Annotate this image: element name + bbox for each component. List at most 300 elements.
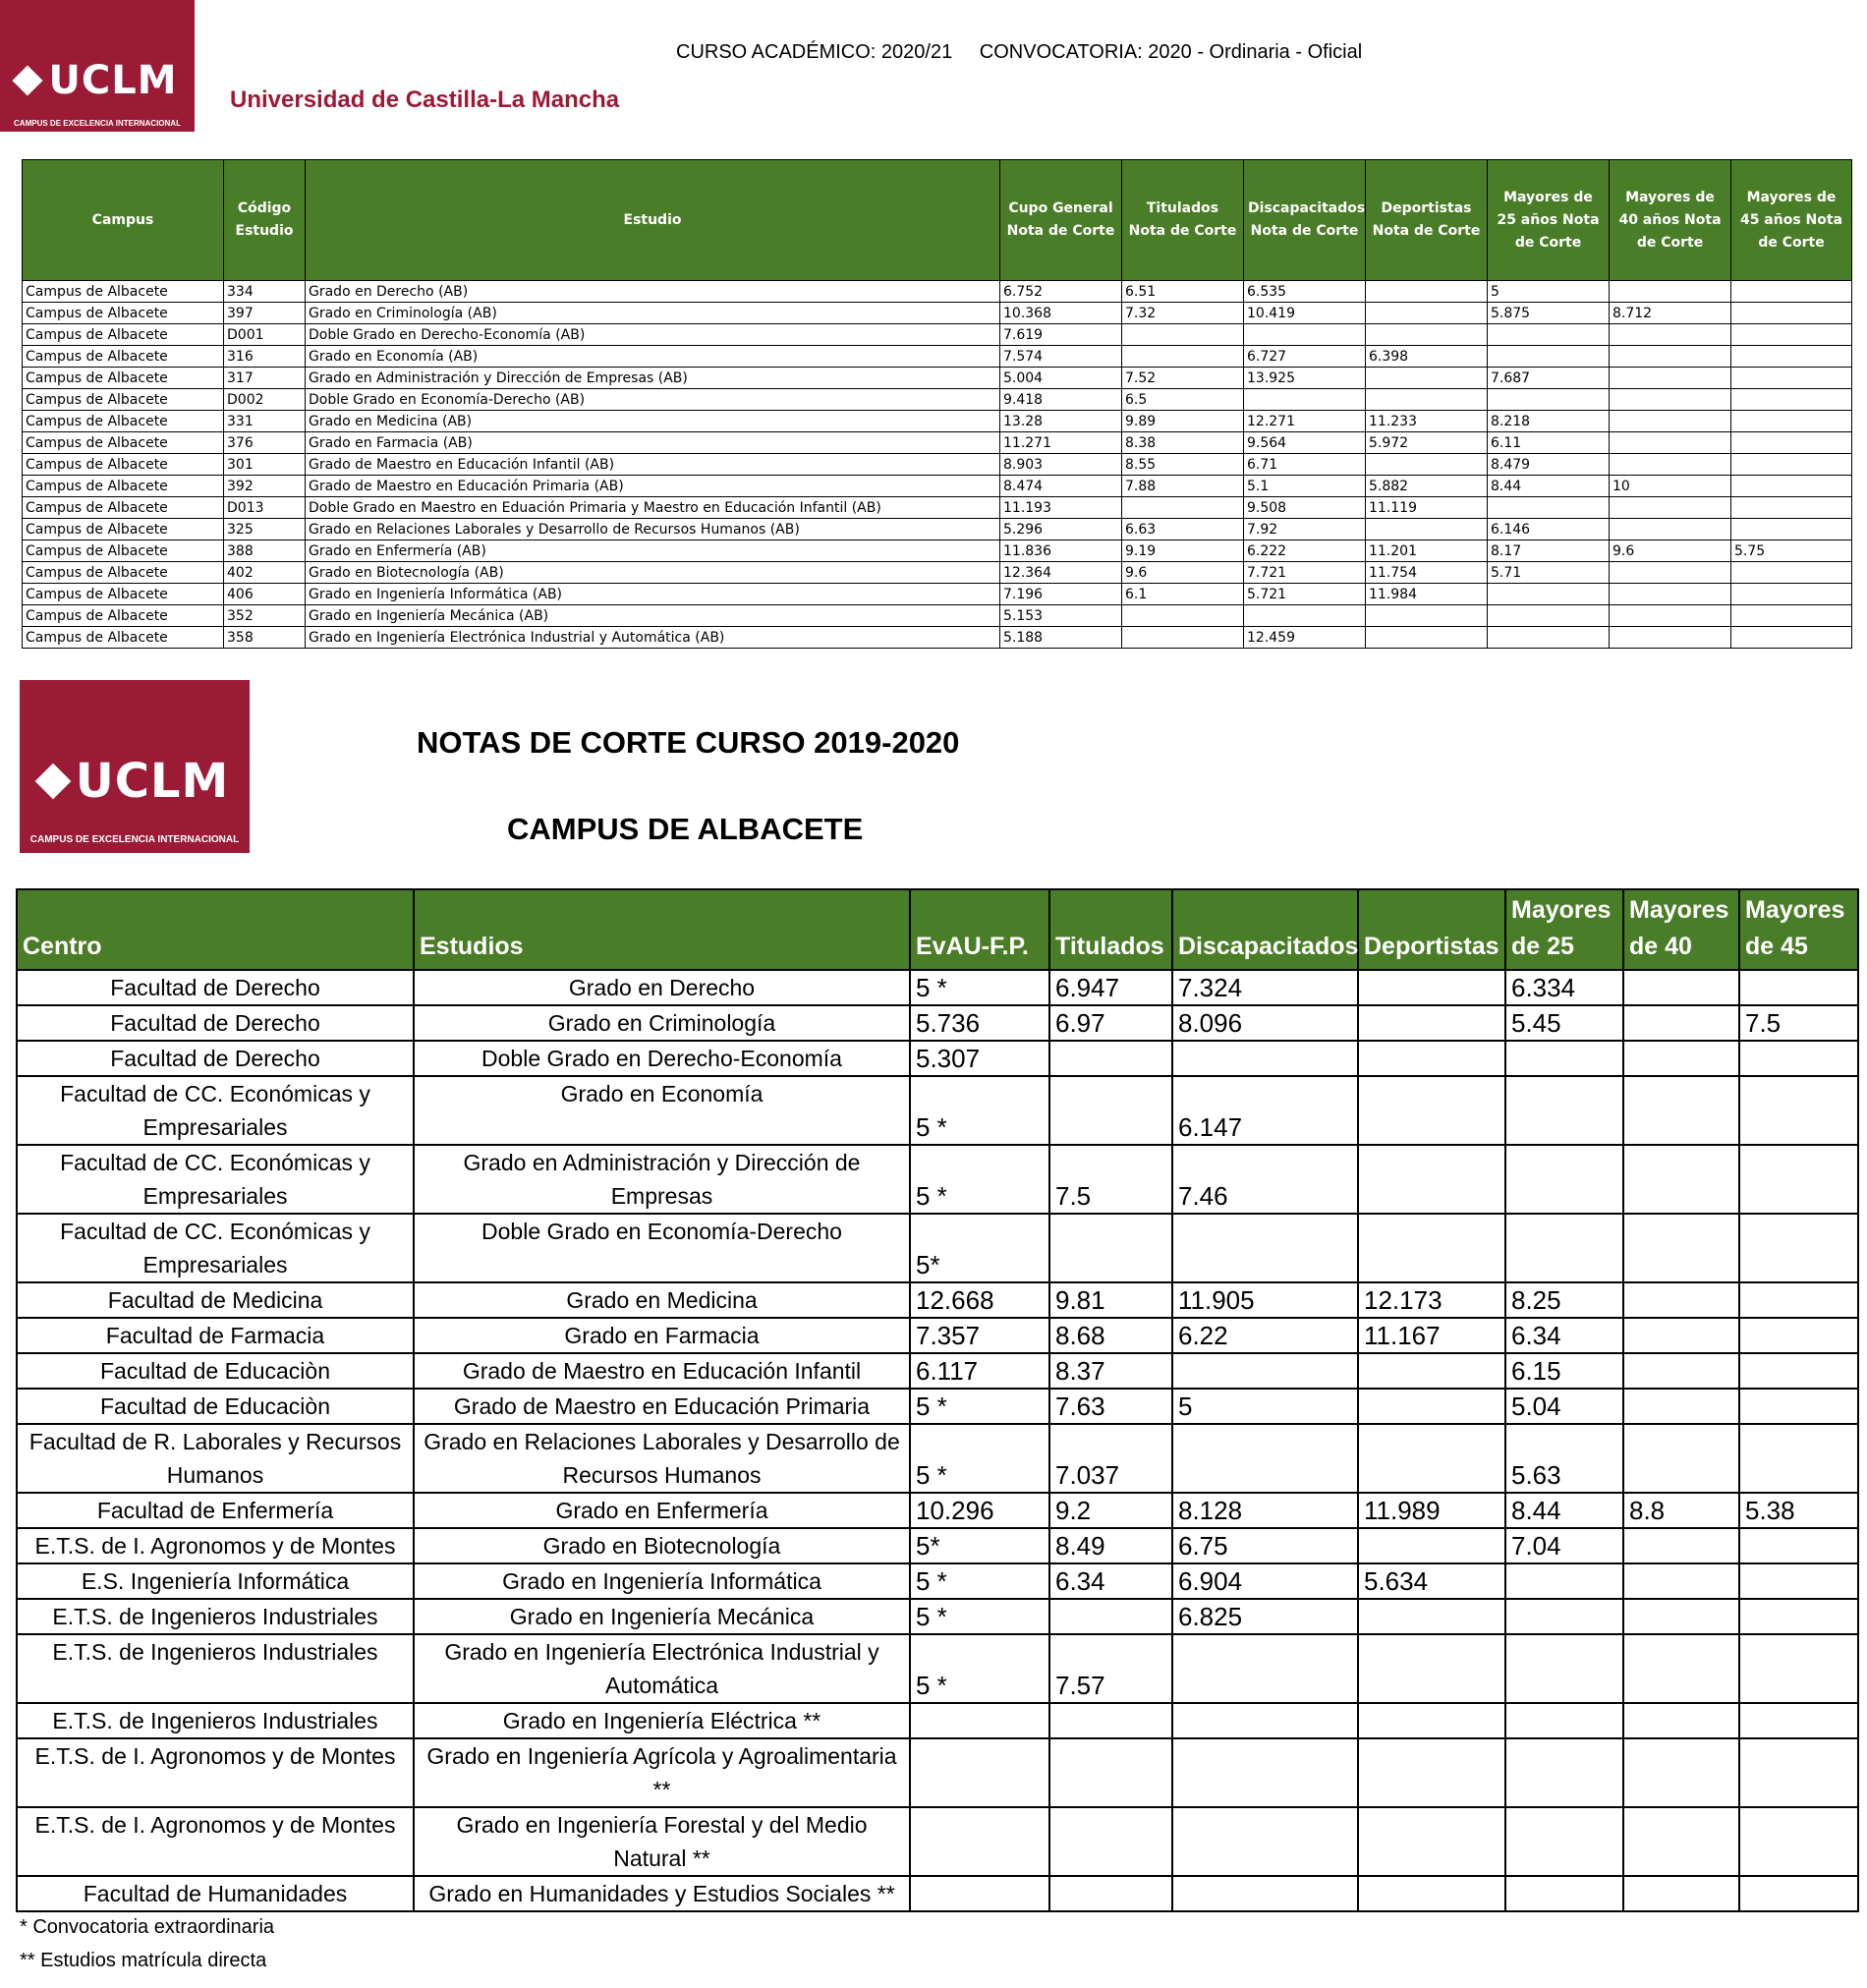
score-cell	[1172, 1876, 1358, 1911]
score-cell	[1049, 1876, 1172, 1911]
score-cell	[1172, 1738, 1358, 1807]
university-name: Universidad de Castilla-La Mancha	[230, 86, 620, 113]
table-row	[23, 281, 1852, 303]
score-cell	[1739, 1076, 1858, 1145]
table-header-row	[23, 160, 1852, 281]
score-cell	[1623, 1876, 1739, 1911]
score-cell	[1623, 1041, 1739, 1076]
score-cell: 5.04	[1505, 1389, 1623, 1424]
table-cell	[1731, 346, 1852, 368]
score-cell	[1358, 1424, 1505, 1493]
table-cell	[1366, 454, 1488, 476]
score-cell	[1739, 1703, 1858, 1738]
table-cell: 5.882	[1366, 476, 1488, 497]
table-cell: 9.508	[1244, 497, 1366, 519]
table-cell	[1122, 627, 1244, 649]
table-cell: 12.271	[1244, 411, 1366, 432]
score-cell: 12.173	[1358, 1282, 1505, 1318]
table-cell	[1488, 324, 1610, 346]
section-title: NOTAS DE CORTE CURSO 2019-2020	[417, 725, 960, 760]
score-cell: 8.096	[1172, 1005, 1358, 1041]
score-cell	[1358, 1353, 1505, 1389]
table-cell	[1731, 584, 1852, 605]
table-cell: 352	[224, 605, 306, 627]
table-row	[23, 346, 1852, 368]
score-cell: 6.97	[1049, 1005, 1172, 1041]
column-header: Mayores de 25 años Nota de Corte	[1488, 160, 1610, 281]
table-cell	[1610, 432, 1731, 454]
table-row	[23, 389, 1852, 411]
table-cell: Campus de Albacete	[23, 562, 224, 584]
table-cell: 358	[224, 627, 306, 649]
table-cell: Grado en Derecho (AB)	[306, 281, 1000, 303]
table-cell: 11.754	[1366, 562, 1488, 584]
column-header: Mayores de 45 años Nota de Corte	[1731, 160, 1852, 281]
estudio-cell: Grado en Ingeniería Mecánica	[414, 1599, 910, 1634]
estudio-cell: Grado en Ingeniería Forestal y del Medio Natural **	[414, 1807, 910, 1876]
score-cell	[1623, 1076, 1739, 1145]
table-cell: Grado en Medicina (AB)	[306, 411, 1000, 432]
score-cell: 5 *	[910, 1076, 1049, 1145]
table-cell: Doble Grado en Derecho-Economía (AB)	[306, 324, 1000, 346]
column-header: Discapacitados	[1172, 889, 1358, 970]
centro-cell: Facultad de Medicina	[17, 1282, 414, 1318]
score-cell	[910, 1738, 1049, 1807]
table-cell: Grado en Farmacia (AB)	[306, 432, 1000, 454]
score-cell: 6.15	[1505, 1353, 1623, 1389]
table-cell: 5.75	[1731, 540, 1852, 562]
table-cell	[1488, 497, 1610, 519]
centro-cell: Facultad de CC. Económicas y Empresariales	[17, 1076, 414, 1145]
table-row	[17, 1876, 1858, 1911]
table-cell: 397	[224, 303, 306, 324]
table-cell: 6.222	[1244, 540, 1366, 562]
table-cell: 376	[224, 432, 306, 454]
score-cell: 5 *	[910, 1634, 1049, 1703]
table-cell: D002	[224, 389, 306, 411]
table-cell: 10.368	[1000, 303, 1122, 324]
table-row	[17, 1282, 1858, 1318]
table-cell: 8.44	[1488, 476, 1610, 497]
table-cell: 6.11	[1488, 432, 1610, 454]
score-cell	[910, 1807, 1049, 1876]
table-row	[23, 605, 1852, 627]
score-cell: 6.147	[1172, 1076, 1358, 1145]
table-cell	[1488, 584, 1610, 605]
table-cell: 331	[224, 411, 306, 432]
table-cell: 10.419	[1244, 303, 1366, 324]
score-cell: 8.128	[1172, 1493, 1358, 1528]
column-header: Deportistas Nota de Corte	[1366, 160, 1488, 281]
table-cell: Campus de Albacete	[23, 627, 224, 649]
centro-cell: Facultad de Enfermería	[17, 1493, 414, 1528]
table-cell: 11.836	[1000, 540, 1122, 562]
cutoff-table-2019	[16, 888, 1859, 1912]
score-cell: 5 *	[910, 1389, 1049, 1424]
score-cell: 6.75	[1172, 1528, 1358, 1563]
score-cell: 12.668	[910, 1282, 1049, 1318]
score-cell: 8.8	[1623, 1493, 1739, 1528]
table-cell	[1610, 562, 1731, 584]
score-cell	[1623, 970, 1739, 1005]
centro-cell: E.T.S. de I. Agronomos y de Montes	[17, 1738, 414, 1807]
table-cell: 6.1	[1122, 584, 1244, 605]
table-cell: 13.925	[1244, 368, 1366, 389]
estudio-cell: Grado de Maestro en Educación Infantil	[414, 1353, 910, 1389]
table-cell	[1366, 389, 1488, 411]
score-cell	[1739, 1318, 1858, 1353]
table-cell: 11.193	[1000, 497, 1122, 519]
table-cell	[1122, 324, 1244, 346]
table-cell: Campus de Albacete	[23, 432, 224, 454]
table-cell	[1610, 627, 1731, 649]
table-cell	[1610, 605, 1731, 627]
score-cell: 5	[1172, 1389, 1358, 1424]
table-body	[23, 281, 1852, 649]
score-cell	[1739, 970, 1858, 1005]
table-cell: 7.92	[1244, 519, 1366, 540]
score-cell: 9.2	[1049, 1493, 1172, 1528]
score-cell	[1172, 1424, 1358, 1493]
estudio-cell: Grado en Medicina	[414, 1282, 910, 1318]
table-cell: 8.55	[1122, 454, 1244, 476]
score-cell	[1623, 1703, 1739, 1738]
score-cell: 6.825	[1172, 1599, 1358, 1634]
centro-cell: E.T.S. de Ingenieros Industriales	[17, 1599, 414, 1634]
table-cell	[1610, 346, 1731, 368]
estudio-cell: Grado en Biotecnología	[414, 1528, 910, 1563]
table-cell: Doble Grado en Maestro en Eduación Primaria y Maestro en Educación Infantil (AB)	[306, 497, 1000, 519]
table-cell	[1731, 432, 1852, 454]
column-header: Código Estudio	[224, 160, 306, 281]
score-cell	[1172, 1703, 1358, 1738]
convocatoria: CONVOCATORIA: 2020 - Ordinaria - Oficial	[979, 41, 1363, 63]
table-cell: 5.004	[1000, 368, 1122, 389]
table-cell	[1731, 303, 1852, 324]
score-cell	[910, 1876, 1049, 1911]
table-cell: 406	[224, 584, 306, 605]
score-cell: 7.63	[1049, 1389, 1172, 1424]
score-cell: 5.634	[1358, 1563, 1505, 1599]
table-row	[17, 1353, 1858, 1389]
table-cell: 7.687	[1488, 368, 1610, 389]
score-cell: 6.334	[1505, 970, 1623, 1005]
table-row	[23, 584, 1852, 605]
table-cell: 7.574	[1000, 346, 1122, 368]
score-cell: 5 *	[910, 1563, 1049, 1599]
score-cell	[1358, 1876, 1505, 1911]
uclm-logo-2	[20, 680, 250, 853]
score-cell	[1358, 1145, 1505, 1214]
table-cell: Campus de Albacete	[23, 368, 224, 389]
table-cell	[1731, 281, 1852, 303]
score-cell	[1739, 1214, 1858, 1282]
footnote: ** Estudios matrícula directa	[20, 1950, 267, 1971]
score-cell: 7.46	[1172, 1145, 1358, 1214]
column-header: Mayores de 40	[1623, 889, 1739, 970]
table-cell: 8.479	[1488, 454, 1610, 476]
table-cell: 9.6	[1122, 562, 1244, 584]
table-cell: 11.201	[1366, 540, 1488, 562]
centro-cell: E.T.S. de I. Agronomos y de Montes	[17, 1528, 414, 1563]
score-cell	[1623, 1424, 1739, 1493]
table-cell: Doble Grado en Economía-Derecho (AB)	[306, 389, 1000, 411]
table-cell: 7.32	[1122, 303, 1244, 324]
score-cell: 5.45	[1505, 1005, 1623, 1041]
table-row	[17, 1493, 1858, 1528]
score-cell	[1505, 1738, 1623, 1807]
table-cell: 9.6	[1610, 540, 1731, 562]
table-row	[17, 1528, 1858, 1563]
score-cell	[1172, 1807, 1358, 1876]
score-cell: 5.307	[910, 1041, 1049, 1076]
table-cell: Campus de Albacete	[23, 584, 224, 605]
score-cell	[1172, 1634, 1358, 1703]
score-cell	[1623, 1282, 1739, 1318]
centro-cell: Facultad de Humanidades	[17, 1876, 414, 1911]
table-cell: 11.119	[1366, 497, 1488, 519]
table-row	[17, 1214, 1858, 1282]
column-header: Estudios	[414, 889, 910, 970]
table-cell: 7.52	[1122, 368, 1244, 389]
centro-cell: Facultad de Educaciòn	[17, 1389, 414, 1424]
score-cell	[1358, 1214, 1505, 1282]
column-header: Titulados	[1049, 889, 1172, 970]
score-cell	[1505, 1041, 1623, 1076]
score-cell	[1739, 1563, 1858, 1599]
table-cell: 8.17	[1488, 540, 1610, 562]
table-cell: Campus de Albacete	[23, 281, 224, 303]
table-cell	[1488, 346, 1610, 368]
table-cell: 7.619	[1000, 324, 1122, 346]
score-cell	[1505, 1145, 1623, 1214]
score-cell: 6.904	[1172, 1563, 1358, 1599]
score-cell	[1505, 1599, 1623, 1634]
table-cell: 301	[224, 454, 306, 476]
table-cell: D013	[224, 497, 306, 519]
table-cell: Grado en Ingeniería Electrónica Industrial y Automática (AB)	[306, 627, 1000, 649]
centro-cell: Facultad de Educaciòn	[17, 1353, 414, 1389]
score-cell	[1505, 1634, 1623, 1703]
table-cell: Campus de Albacete	[23, 303, 224, 324]
score-cell	[1358, 1738, 1505, 1807]
table-cell: 5.188	[1000, 627, 1122, 649]
score-cell: 8.25	[1505, 1282, 1623, 1318]
score-cell: 6.117	[910, 1353, 1049, 1389]
table-header-row	[17, 889, 1858, 970]
table-cell: Grado en Economía (AB)	[306, 346, 1000, 368]
score-cell	[1623, 1353, 1739, 1389]
table-cell: 11.233	[1366, 411, 1488, 432]
table-cell: Grado en Criminología (AB)	[306, 303, 1000, 324]
footnotes	[20, 1910, 274, 1977]
table-cell	[1610, 389, 1731, 411]
table-row	[17, 1599, 1858, 1634]
table-row	[23, 627, 1852, 649]
centro-cell: Facultad de Derecho	[17, 1041, 414, 1076]
table-cell	[1731, 389, 1852, 411]
table-cell: 6.146	[1488, 519, 1610, 540]
centro-cell: Facultad de R. Laborales y Recursos Humanos	[17, 1424, 414, 1493]
table-cell: Campus de Albacete	[23, 540, 224, 562]
table-cell: 9.19	[1122, 540, 1244, 562]
table-row	[17, 1807, 1858, 1876]
table-cell: 11.271	[1000, 432, 1122, 454]
score-cell: 5 *	[910, 1424, 1049, 1493]
centro-cell: Facultad de Farmacia	[17, 1318, 414, 1353]
score-cell	[1623, 1145, 1739, 1214]
table-cell: Grado en Administración y Dirección de Empresas (AB)	[306, 368, 1000, 389]
score-cell	[1623, 1005, 1739, 1041]
score-cell: 6.34	[1049, 1563, 1172, 1599]
table-cell: Grado en Enfermería (AB)	[306, 540, 1000, 562]
table-cell: 8.38	[1122, 432, 1244, 454]
score-cell: 11.167	[1358, 1318, 1505, 1353]
table-cell	[1366, 519, 1488, 540]
score-cell	[1505, 1214, 1623, 1282]
score-cell: 5.63	[1505, 1424, 1623, 1493]
score-cell: 7.324	[1172, 970, 1358, 1005]
score-cell: 7.357	[910, 1318, 1049, 1353]
score-cell	[1739, 1634, 1858, 1703]
score-cell: 8.49	[1049, 1528, 1172, 1563]
table-cell	[1366, 303, 1488, 324]
estudio-cell: Grado en Ingeniería Electrónica Industrial y Automática	[414, 1634, 910, 1703]
table-cell: 6.5	[1122, 389, 1244, 411]
score-cell: 5.736	[910, 1005, 1049, 1041]
centro-cell: E.T.S. de Ingenieros Industriales	[17, 1703, 414, 1738]
score-cell	[1739, 1041, 1858, 1076]
table-row	[23, 324, 1852, 346]
table-cell	[1731, 476, 1852, 497]
score-cell	[1049, 1599, 1172, 1634]
table-cell: 5	[1488, 281, 1610, 303]
table-cell	[1366, 605, 1488, 627]
table-row	[17, 1076, 1858, 1145]
table-row	[23, 454, 1852, 476]
table-row	[23, 432, 1852, 454]
uclm-logo-mark: UCLM	[40, 754, 230, 809]
table-cell: 317	[224, 368, 306, 389]
table-cell: 316	[224, 346, 306, 368]
score-cell	[1739, 1599, 1858, 1634]
estudio-cell: Grado en Derecho	[414, 970, 910, 1005]
score-cell	[1739, 1145, 1858, 1214]
table-cell	[1610, 411, 1731, 432]
score-cell	[1049, 1703, 1172, 1738]
column-header: Discapacitados Nota de Corte	[1244, 160, 1366, 281]
estudio-cell: Grado en Ingeniería Eléctrica **	[414, 1703, 910, 1738]
table-cell	[1244, 324, 1366, 346]
table-cell: Grado en Relaciones Laborales y Desarrollo de Recursos Humanos (AB)	[306, 519, 1000, 540]
score-cell	[1623, 1389, 1739, 1424]
table-row	[23, 303, 1852, 324]
table-row	[23, 562, 1852, 584]
table-cell: 6.71	[1244, 454, 1366, 476]
score-cell	[1358, 1807, 1505, 1876]
score-cell	[1358, 1389, 1505, 1424]
estudio-cell: Grado en Farmacia	[414, 1318, 910, 1353]
score-cell	[1049, 1076, 1172, 1145]
table-cell: 5.972	[1366, 432, 1488, 454]
table-cell: 6.398	[1366, 346, 1488, 368]
table-cell	[1610, 281, 1731, 303]
score-cell: 6.34	[1505, 1318, 1623, 1353]
logo-tagline: CAMPUS DE EXCELENCIA INTERNACIONAL	[14, 119, 181, 128]
score-cell	[1505, 1703, 1623, 1738]
table-cell	[1610, 454, 1731, 476]
table-row	[17, 1738, 1858, 1807]
logo-tagline: CAMPUS DE EXCELENCIA INTERNACIONAL	[29, 834, 240, 845]
table-cell: Campus de Albacete	[23, 605, 224, 627]
table-cell: 5.296	[1000, 519, 1122, 540]
score-cell	[1623, 1563, 1739, 1599]
table-cell: Grado en Ingeniería Informática (AB)	[306, 584, 1000, 605]
table-cell	[1244, 389, 1366, 411]
score-cell	[1358, 1703, 1505, 1738]
score-cell	[1049, 1214, 1172, 1282]
table-cell: 334	[224, 281, 306, 303]
table-cell	[1488, 627, 1610, 649]
column-header: Mayores de 25	[1505, 889, 1623, 970]
table-row	[23, 368, 1852, 389]
table-cell: Grado de Maestro en Educación Infantil (AB)	[306, 454, 1000, 476]
column-header: EvAU-F.P.	[910, 889, 1049, 970]
score-cell: 11.905	[1172, 1282, 1358, 1318]
table-row	[17, 1424, 1858, 1493]
score-cell	[910, 1703, 1049, 1738]
score-cell: 5*	[910, 1528, 1049, 1563]
academic-year: CURSO ACADÉMICO: 2020/21	[676, 41, 953, 63]
table-cell: 11.984	[1366, 584, 1488, 605]
score-cell	[1505, 1563, 1623, 1599]
table-row	[23, 519, 1852, 540]
score-cell: 7.57	[1049, 1634, 1172, 1703]
course-info	[676, 41, 1384, 64]
score-cell	[1172, 1214, 1358, 1282]
table-cell	[1731, 454, 1852, 476]
score-cell	[1623, 1738, 1739, 1807]
estudio-cell: Grado en Economía	[414, 1076, 910, 1145]
table-cell	[1488, 389, 1610, 411]
table-cell: 6.727	[1244, 346, 1366, 368]
section-subtitle: CAMPUS DE ALBACETE	[507, 812, 864, 846]
estudio-cell: Grado en Enfermería	[414, 1493, 910, 1528]
score-cell: 5*	[910, 1214, 1049, 1282]
table-cell: 10	[1610, 476, 1731, 497]
score-cell	[1358, 1041, 1505, 1076]
column-header: Titulados Nota de Corte	[1122, 160, 1244, 281]
table-row	[23, 476, 1852, 497]
score-cell	[1623, 1634, 1739, 1703]
table-cell: 392	[224, 476, 306, 497]
table-row	[17, 1703, 1858, 1738]
table-row	[17, 970, 1858, 1005]
table-cell: 388	[224, 540, 306, 562]
table-cell: Campus de Albacete	[23, 324, 224, 346]
table-cell: 8.474	[1000, 476, 1122, 497]
table-cell	[1610, 368, 1731, 389]
table-cell	[1731, 605, 1852, 627]
table-row	[17, 1041, 1858, 1076]
column-header: Campus	[23, 160, 224, 281]
table-cell: 12.364	[1000, 562, 1122, 584]
estudio-cell: Grado en Administración y Dirección de Empresas	[414, 1145, 910, 1214]
table-cell: Campus de Albacete	[23, 389, 224, 411]
table-cell	[1610, 324, 1731, 346]
table-cell: 7.88	[1122, 476, 1244, 497]
table-cell: 5.153	[1000, 605, 1122, 627]
